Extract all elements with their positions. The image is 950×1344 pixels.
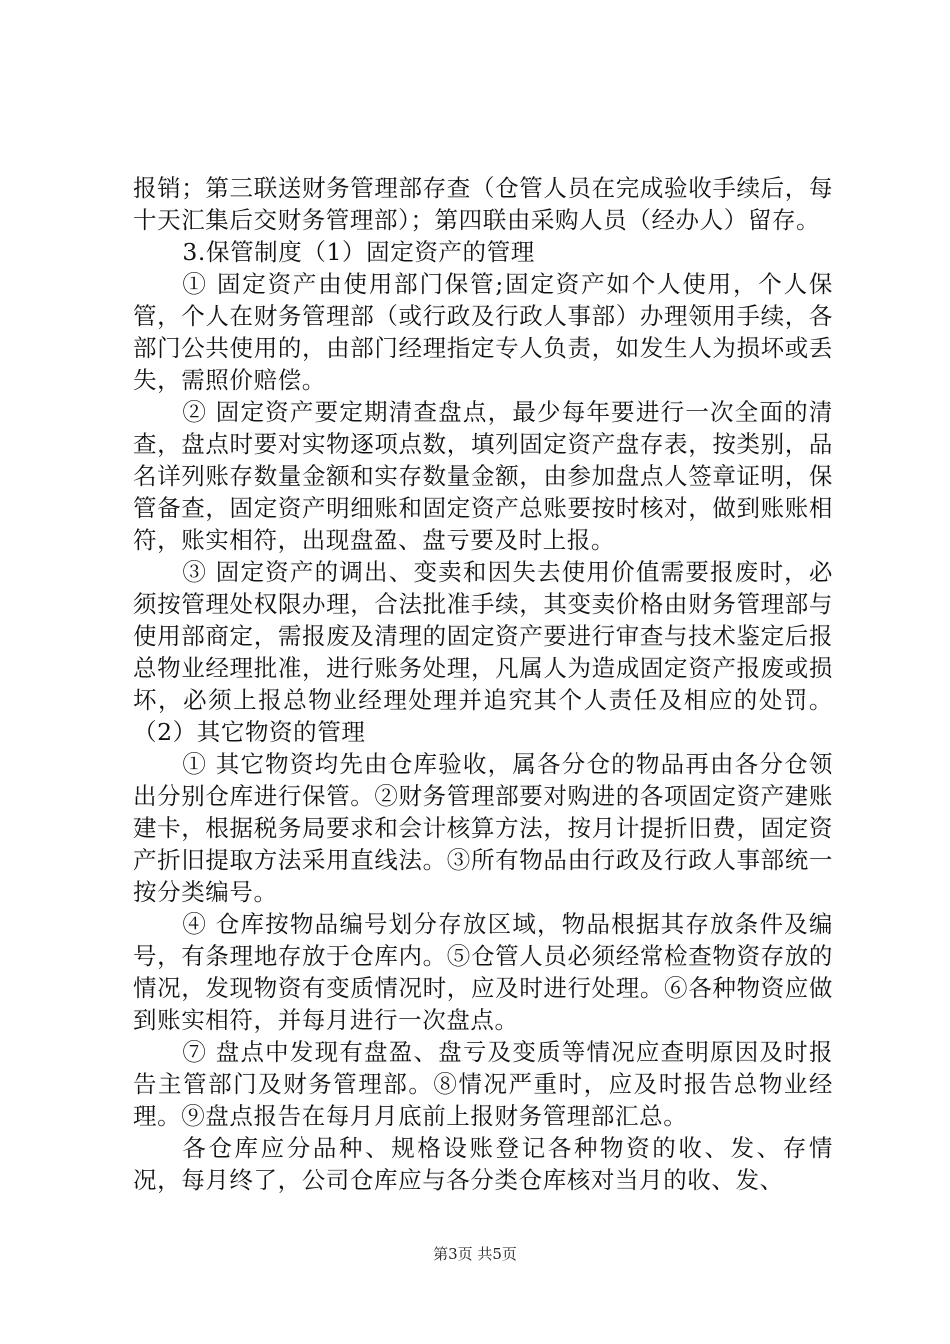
paragraph-warehouse-ledger: 各仓库应分品种、规格设账登记各种物资的收、发、存情况，每月终了，公司仓库应与各分类仓库核对当月的收、发、	[133, 1134, 833, 1194]
page-number-footer: 第3页 共5页	[433, 1245, 517, 1263]
paragraph-inventory-reporting: ⑦ 盘点中发现有盘盈、盘亏及变质等情况应查明原因及时报告主管部门及财务管理部。⑧情况严重时，应及时报告总物业经理。⑨盘点报告在每月月底前上报财务管理部汇总。	[133, 1038, 833, 1130]
document-body	[133, 172, 833, 1196]
paragraph-fixed-asset-disposal: ③ 固定资产的调出、变卖和因失去使用价值需要报废时，必须按管理处权限办理，合法批准手续，其变卖价格由财务管理部与使用部商定，需报废及清理的固定资产要进行审查与技术鉴定后报总物业经理批准，进行账务处理，凡属人为造成固定资产报废或损坏，必须上报总物业经理处理并追究其个人责任及相应的处罚。（2）其它物资的管理	[133, 558, 833, 746]
section-heading-custody-system: 3.保管制度（1）固定资产的管理	[182, 238, 535, 266]
paragraph-continuation: 报销；第三联送财务管理部存查（仓管人员在完成验收手续后，每十天汇集后交财务管理部）；第四联由采购人员（经办人）留存。	[133, 174, 833, 234]
paragraph-fixed-asset-custody: ① 固定资产由使用部门保管;固定资产如个人使用，个人保管，个人在财务管理部（或行政及行政人事部）办理领用手续，各部门公共使用的，由部门经理指定专人负责，如发生人为损坏或丢失，需照价赔偿。	[133, 270, 833, 394]
paragraph-fixed-asset-inventory: ② 固定资产要定期清查盘点，最少每年要进行一次全面的清查，盘点时要对实物逐项点数，填列固定资产盘存表，按类别，品名详列账存数量金额和实存数量金额，由参加盘点人签章证明，保管备查，固定资产明细账和固定资产总账要按时核对，做到账账相符，账实相符，出现盘盈、盘亏要及时上报。	[133, 398, 833, 554]
paragraph-other-materials-receiving: ① 其它物资均先由仓库验收，属各分仓的物品再由各分仓领出分别仓库进行保管。②财务管理部要对购进的各项固定资产建账建卡，根据税务局要求和会计核算方法，按月计提折旧费，固定资产折旧提取方法采用直线法。③所有物品由行政及行政人事部统一按分类编号。	[133, 750, 833, 906]
paragraph-warehouse-storage: ④ 仓库按物品编号划分存放区域，物品根据其存放条件及编号，有条理地存放于仓库内。⑤仓管人员必须经常检查物资存放的情况，发现物资有变质情况时，应及时进行处理。⑥各种物资应做到账实相符，并每月进行一次盘点。	[133, 910, 833, 1034]
